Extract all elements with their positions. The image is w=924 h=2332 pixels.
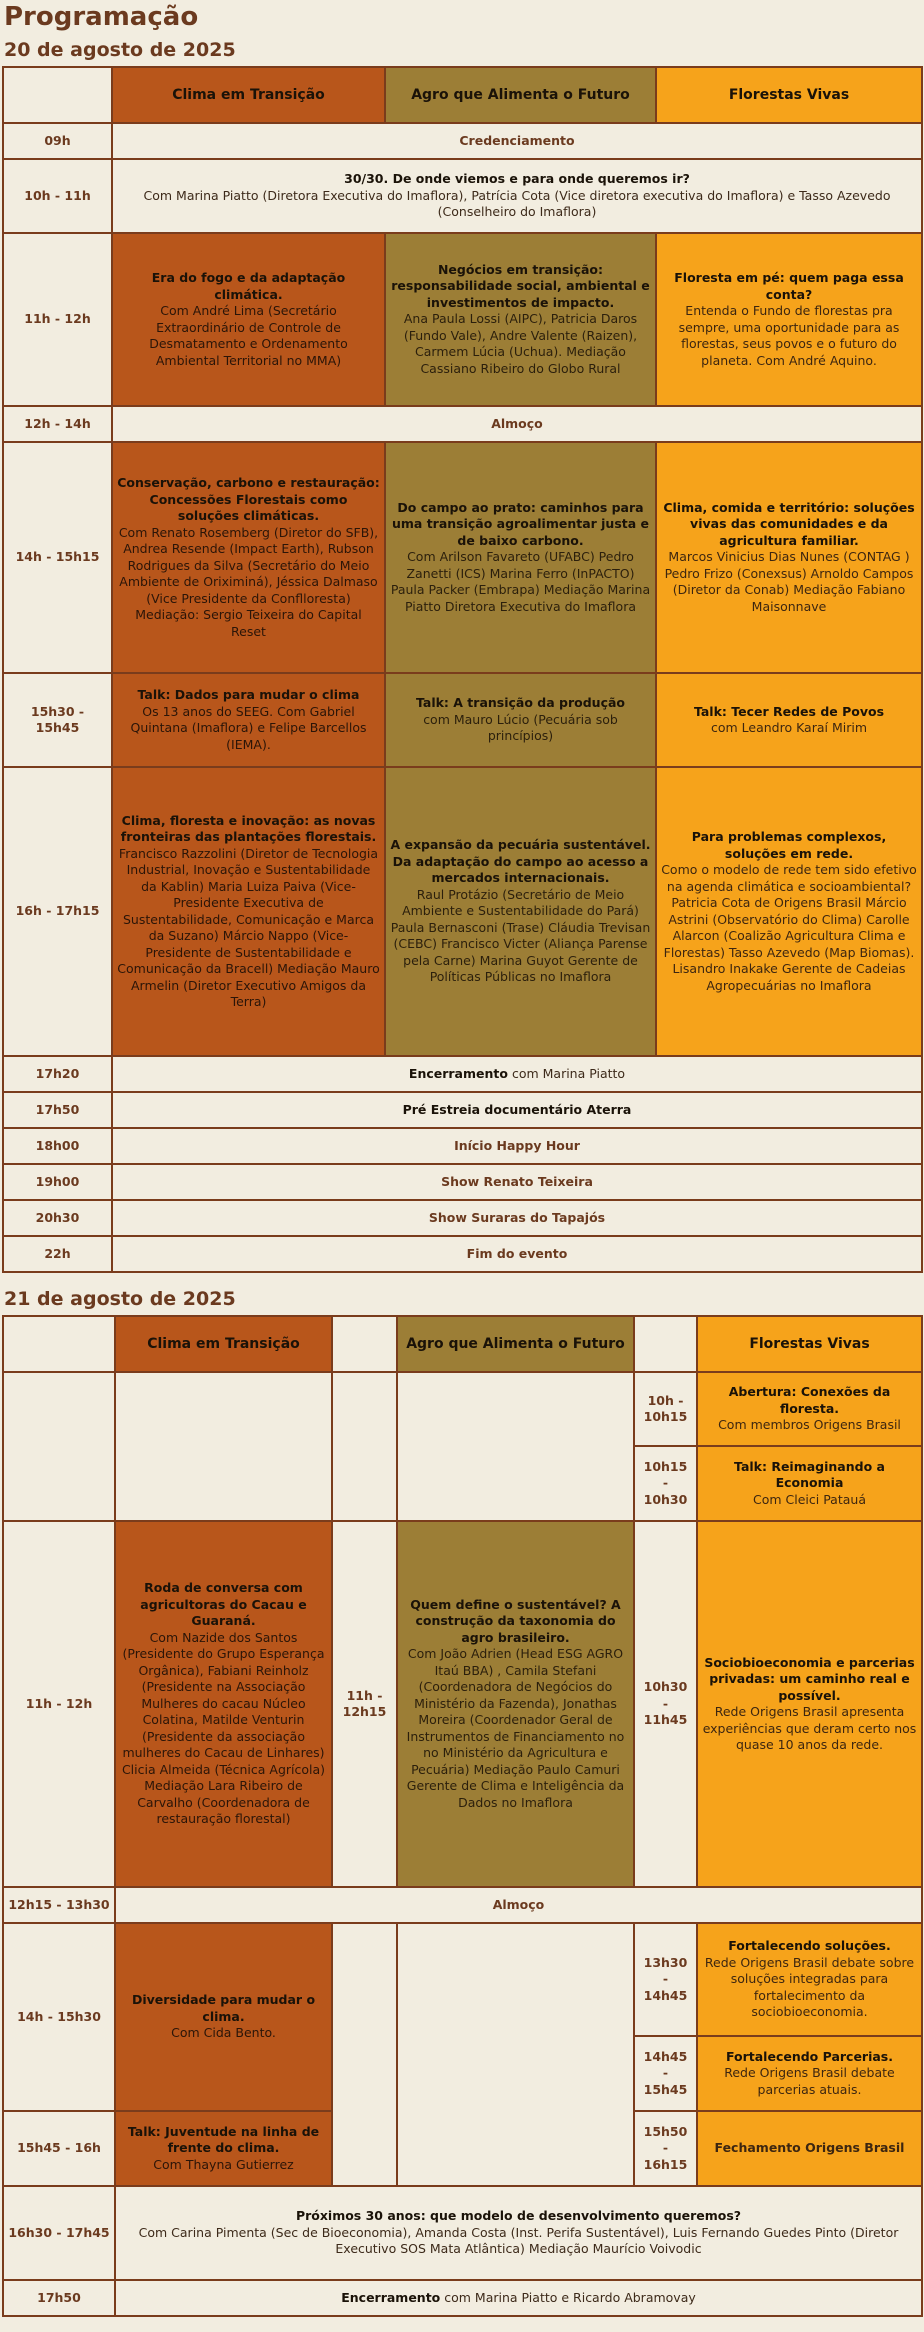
session-text: Os 13 anos do SEEG. Com Gabriel Quintana (Imaflora) e Felipe Barcellos (IEMA). xyxy=(130,703,367,752)
time-cell: 10h - 10h15 xyxy=(634,1372,697,1446)
table-row xyxy=(3,767,922,1056)
day1-schedule xyxy=(2,66,923,1273)
table-row xyxy=(3,1056,922,1092)
session-cell xyxy=(697,1372,922,1446)
session-cell xyxy=(112,767,385,1056)
session-text: Com Marina Piatto (Diretora Executiva do Imaflora), Patrícia Cota (Vice diretora executiva do Imaflora) e Tasso Azevedo (Conselheiro do Imaflora) xyxy=(143,187,891,220)
session-text: com Marina Piatto e Ricardo Abramovay xyxy=(444,2289,696,2305)
session-cell xyxy=(697,1446,922,1521)
session-text: Com membros Origens Brasil xyxy=(718,1417,901,1433)
session-cell: Credenciamento xyxy=(112,123,922,159)
session-cell xyxy=(385,673,656,767)
empty-cell xyxy=(332,1923,397,2186)
session-title: Floresta em pé: quem paga essa conta? xyxy=(674,270,904,302)
session-cell xyxy=(115,1521,332,1887)
session-cell: Almoço xyxy=(115,1887,922,1923)
time-cell: 16h30 - 17h45 xyxy=(3,2186,115,2280)
empty-cell xyxy=(397,1923,634,2186)
session-title: Fortalecendo Parcerias. xyxy=(725,2048,894,2064)
session-cell xyxy=(112,159,922,233)
session-text: Entenda o Fundo de florestas pra sempre, uma oportunidade para as florestas, seus povos e o futuro do planeta. Com André Aquino. xyxy=(678,303,900,368)
session-title: Clima, comida e território: soluções vivas das comunidades e da agricultura familiar. xyxy=(663,499,915,548)
time-cell: 15h30 - 15h45 xyxy=(3,673,112,767)
session-text: Com Thayna Gutierrez xyxy=(153,2156,294,2172)
session-text: Com Cida Bento. xyxy=(171,2025,276,2041)
session-cell xyxy=(385,442,656,673)
time-cell: 14h - 15h30 xyxy=(3,1923,115,2111)
session-cell xyxy=(112,673,385,767)
session-text: Raul Protázio (Secretário de Meio Ambiente e Sustentabilidade do Pará) Paula Bernasconi (Trase) Cláudia Trevisan (CEBC) Francisco Victer (Aliança Parense pela Carne) Marina Guyot Gerente de Políticas Públicas no Imaflora xyxy=(390,886,651,985)
session-cell xyxy=(112,233,385,406)
session-title: Abertura: Conexões da floresta. xyxy=(728,1384,891,1416)
time-cell: 11h - 12h15 xyxy=(332,1521,397,1887)
track-florestas: Florestas Vivas xyxy=(656,67,922,123)
time-cell: 11h - 12h xyxy=(3,1521,115,1887)
time-cell: 10h15 - 10h30 xyxy=(634,1446,697,1521)
session-cell xyxy=(697,1923,922,2036)
time-cell: 16h - 17h15 xyxy=(3,767,112,1056)
header-empty-cell xyxy=(332,1316,397,1372)
time-cell: 10h - 11h xyxy=(3,159,112,233)
session-title: Talk: Juventude na linha de frente do clima. xyxy=(127,2123,320,2156)
session-title: Próximos 30 anos: que modelo de desenvolvimento queremos? xyxy=(295,2208,742,2224)
session-title: Fortalecendo soluções. xyxy=(728,1938,891,1954)
session-text: Com Cleici Patauá xyxy=(753,1491,866,1507)
session-text: Rede Origens Brasil debate parcerias atuais. xyxy=(724,2065,895,2097)
session-cell xyxy=(656,442,922,673)
session-title: Talk: Tecer Redes de Povos xyxy=(693,703,885,719)
session-title: Clima, floresta e inovação: as novas fronteiras das plantações florestais. xyxy=(120,812,377,844)
session-cell xyxy=(385,767,656,1056)
session-text: Com André Lima (Secretário Extraordinário de Controle de Desmatamento e Ordenamento Ambiental Territorial no MMA) xyxy=(149,303,348,368)
table-row xyxy=(3,233,922,406)
session-cell xyxy=(697,2036,922,2111)
session-text: Com Carina Pimenta (Sec de Bioeconomia), Amanda Costa (Inst. Perifa Sustentável), Luis Fernando Guedes Pinto (Diretor Executivo SOS Mata Atlântica) Mediação Maurício Voivodic xyxy=(138,2224,899,2257)
page-title: Programação xyxy=(4,2,199,32)
header-empty-cell xyxy=(3,67,112,123)
session-text: com Mauro Lúcio (Pecuária sob princípios) xyxy=(423,711,618,744)
day1-header-row xyxy=(3,67,922,123)
session-cell xyxy=(656,233,922,406)
session-title: Sociobioeconomia e parcerias privadas: um caminho real e possível. xyxy=(704,1654,915,1703)
session-title: 30/30. De onde viemos e para onde queremos ir? xyxy=(344,171,690,187)
track-clima: Clima em Transição xyxy=(112,67,385,123)
time-cell: 20h30 xyxy=(3,1200,112,1236)
day1-date: 20 de agosto de 2025 xyxy=(4,39,236,61)
time-cell: 17h50 xyxy=(3,1092,112,1128)
time-cell: 18h00 xyxy=(3,1128,112,1164)
empty-cell xyxy=(3,1372,115,1521)
track-agro: Agro que Alimenta o Futuro xyxy=(397,1316,634,1372)
empty-cell xyxy=(332,1372,397,1521)
time-cell: 12h - 14h xyxy=(3,406,112,442)
table-row xyxy=(3,1164,922,1200)
time-cell: 09h xyxy=(3,123,112,159)
session-text: Com Arilson Favareto (UFABC) Pedro Zanetti (ICS) Marina Ferro (InPACTO) Paula Packer (Embrapa) Mediação Marina Piatto Diretora Executiva do Imaflora xyxy=(390,549,651,614)
table-row xyxy=(3,1887,922,1923)
session-text: Ana Paula Lossi (AIPC), Patricia Daros (Fundo Vale), Andre Valente (Raizen), Carmem Lúcia (Uchua). Mediação Cassiano Ribeiro do Globo Rural xyxy=(403,311,638,376)
time-cell: 22h xyxy=(3,1236,112,1272)
time-cell: 14h45 - 15h45 xyxy=(634,2036,697,2111)
session-title: Talk: Dados para mudar o clima xyxy=(137,687,360,702)
session-cell: Início Happy Hour xyxy=(112,1128,922,1164)
time-cell: 15h45 - 16h xyxy=(3,2111,115,2186)
session-title: Era do fogo e da adaptação climática. xyxy=(151,270,346,302)
session-text: Francisco Razzolini (Diretor de Tecnologia Industrial, Inovação e Sustentabilidade da Kablin) Maria Luiza Paiva (Vice-Presidente Executiva de Sustentabilidade, Comunicação e Marca da Suzano) Márcio Nappo (Vice-Presidente de Sustentabilidade e Comunicação da Bracell) Mediação Mauro Armelin (Diretor Executivo Amigos da Terra) xyxy=(117,845,380,1009)
time-cell: 17h20 xyxy=(3,1056,112,1092)
day2-schedule xyxy=(2,1315,923,2317)
table-row xyxy=(3,1128,922,1164)
table-row xyxy=(3,2280,922,2316)
session-title: Quem define o sustentável? A construção da taxonomia do agro brasileiro. xyxy=(410,1596,621,1645)
session-cell xyxy=(697,1521,922,1887)
empty-cell xyxy=(115,1372,332,1521)
session-cell xyxy=(115,2186,922,2280)
session-cell xyxy=(112,442,385,673)
track-clima: Clima em Transição xyxy=(115,1316,332,1372)
session-cell xyxy=(115,1923,332,2111)
table-row xyxy=(3,159,922,233)
session-cell xyxy=(656,767,922,1056)
day2-date: 21 de agosto de 2025 xyxy=(4,1288,236,1310)
table-row xyxy=(3,1521,922,1887)
time-cell: 10h30 - 11h45 xyxy=(634,1521,697,1887)
session-text: com Leandro Karaí Mirim xyxy=(710,720,868,735)
session-title: Roda de conversa com agricultoras do Cacau e Guaraná. xyxy=(140,1580,307,1629)
session-title: Encerramento xyxy=(408,1065,508,1081)
table-row xyxy=(3,442,922,673)
session-title: Para problemas complexos, soluções em rede. xyxy=(691,829,887,861)
session-text: com Marina Piatto xyxy=(511,1065,626,1081)
session-cell xyxy=(385,233,656,406)
table-row xyxy=(3,1923,922,2036)
session-text: Marcos Vinicius Dias Nunes (CONTAG ) Pedro Frizo (Conexsus) Arnoldo Campos (Diretor da Conab) Mediação Fabiano Maisonnave xyxy=(664,549,914,614)
session-title: Talk: Reimaginando a Economia xyxy=(734,1458,885,1491)
session-cell: Show Renato Teixeira xyxy=(112,1164,922,1200)
table-row xyxy=(3,1372,922,1446)
session-cell: Almoço xyxy=(112,406,922,442)
session-cell xyxy=(112,1056,922,1092)
session-title: Do campo ao prato: caminhos para uma transição agroalimentar justa e de baixo carbono. xyxy=(391,499,650,548)
session-title: Conservação, carbono e restauração: Concessões Florestais como soluções climáticas. xyxy=(117,475,380,523)
session-text: Com Renato Rosemberg (Diretor do SFB), Andrea Resende (Impact Earth), Rubson Rodrigues da Silva (Secretário do Meio Ambiente de Oriximiná), Jéssica Dalmaso (Vice Presidente da Conflloresta) Mediação: Sergio Teixeira do Capital Reset xyxy=(118,524,379,639)
session-text: Como o modelo de rede tem sido efetivo na agenda climática e socioambiental? Patricia Cota de Origens Brasil Márcio Astrini (Observatório do Clima) Carolle Alarcon (Coalizão Agricultura Clima e Florestas) Tasso Azevedo (Map Biomas). Lisandro Inakake Gerente de Cadeias Agropecuárias no Imaflora xyxy=(661,862,917,993)
day2-header-row xyxy=(3,1316,922,1372)
session-cell xyxy=(656,673,922,767)
table-row xyxy=(3,1236,922,1272)
table-row xyxy=(3,673,922,767)
header-empty-cell xyxy=(634,1316,697,1372)
session-cell: Fim do evento xyxy=(112,1236,922,1272)
session-title: Encerramento xyxy=(341,2289,441,2305)
table-row xyxy=(3,2186,922,2280)
session-title: Negócios em transição: responsabilidade social, ambiental e investimentos de impacto. xyxy=(391,261,650,310)
table-row xyxy=(3,1092,922,1128)
time-cell: 13h30 - 14h45 xyxy=(634,1923,697,2036)
table-row xyxy=(3,1200,922,1236)
header-empty-cell xyxy=(3,1316,115,1372)
track-florestas: Florestas Vivas xyxy=(697,1316,922,1372)
empty-cell xyxy=(397,1372,634,1521)
time-cell: 17h50 xyxy=(3,2280,115,2316)
time-cell: 15h50 - 16h15 xyxy=(634,2111,697,2186)
session-text: Rede Origens Brasil debate sobre soluções integradas para fortalecimento da sociobioeconomia. xyxy=(704,1954,915,2020)
session-cell: Fechamento Origens Brasil xyxy=(697,2111,922,2186)
time-cell: 19h00 xyxy=(3,1164,112,1200)
time-cell: 14h - 15h15 xyxy=(3,442,112,673)
session-cell xyxy=(115,2280,922,2316)
session-cell xyxy=(397,1521,634,1887)
table-row xyxy=(3,406,922,442)
session-text: Com Nazide dos Santos (Presidente do Grupo Esperança Orgânica), Fabiani Reinholz (Presidente na Associação Mulheres do cacau Núcleo Colatina, Matilde Venturin (Presidente da associação mulheres do Cacau de Linhares) Clicia Almeida (Técnica Agrícola) Mediação Lara Ribeiro de Carvalho (Coordenadora de restauração florestal) xyxy=(121,1629,326,1827)
track-agro: Agro que Alimenta o Futuro xyxy=(385,67,656,123)
session-title: Diversidade para mudar o clima. xyxy=(131,1992,316,2024)
session-text: Rede Origens Brasil apresenta experiências que deram certo nos quase 10 anos da rede. xyxy=(702,1704,917,1752)
table-row xyxy=(3,123,922,159)
session-title: Talk: A transição da produção xyxy=(415,695,626,711)
time-cell: 12h15 - 13h30 xyxy=(3,1887,115,1923)
session-text: Com João Adrien (Head ESG AGRO Itaú BBA) , Camila Stefani (Coordenadora de Negócios do Ministério da Fazenda), Jonathas Moreira (Coordenador Geral de Instrumentos de Financiamento no no Ministério da Agricultura e Pecuária) Mediação Paulo Camuri Gerente de Clima e Inteligência da Dados no Imaflora xyxy=(406,1646,625,1810)
time-cell: 11h - 12h xyxy=(3,233,112,406)
session-title: A expansão da pecuária sustentável. Da adaptação do campo ao acesso a mercados internacionais. xyxy=(390,837,651,886)
session-cell: Pré Estreia documentário Aterra xyxy=(112,1092,922,1128)
session-cell xyxy=(115,2111,332,2186)
session-cell: Show Suraras do Tapajós xyxy=(112,1200,922,1236)
